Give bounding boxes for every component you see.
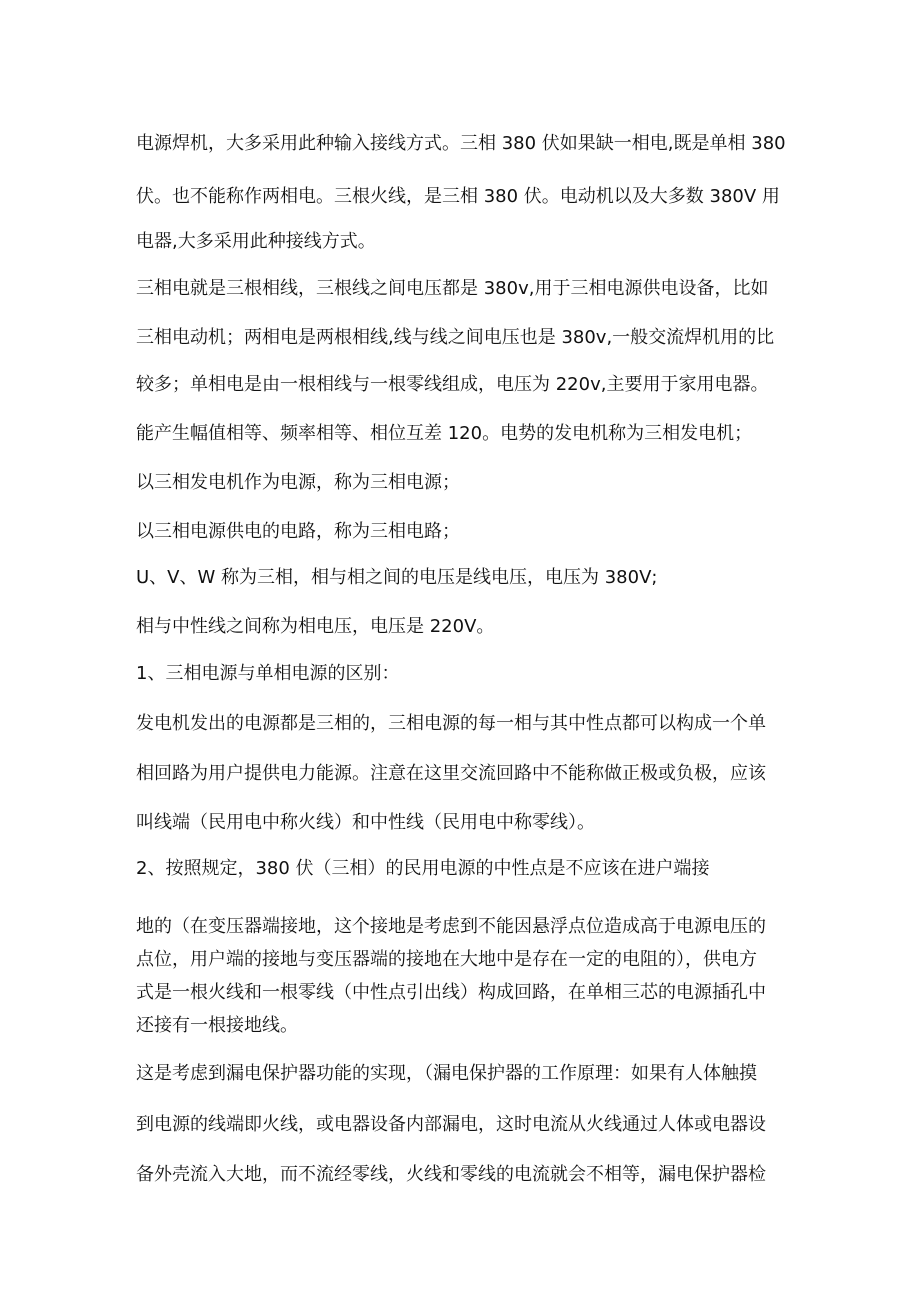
text-line: 还接有一根接地线。 xyxy=(136,1015,298,1036)
text-line: 地的（在变压器端接地，这个接地是考虑到不能因悬浮点位造成高于电源电压的 xyxy=(136,916,766,937)
text-line: 三相电动机；两相电是两根相线,线与线之间电压也是 380v,一般交流焊机用的比 xyxy=(136,327,775,348)
text-line: 到电源的线端即火线，或电器设备内部漏电，这时电流从火线通过人体或电器设 xyxy=(136,1114,766,1135)
text-line: 相回路为用户提供电力能源。注意在这里交流回路中不能称做正极或负极，应该 xyxy=(136,763,766,784)
text-line: 三相电就是三根相线，三根线之间电压都是 380v,用于三相电源供电设备，比如 xyxy=(136,278,769,299)
text-line: 以三相电源供电的电路，称为三相电路； xyxy=(136,521,460,542)
text-line: 式是一根火线和一根零线（中性点引出线）构成回路，在单相三芯的电源插孔中 xyxy=(136,982,766,1003)
text-line: 1、三相电源与单相电源的区别： xyxy=(136,663,400,684)
text-line: U、V、W 称为三相，相与相之间的电压是线电压，电压为 380V; xyxy=(136,567,658,588)
text-line: 以三相发电机作为电源，称为三相电源； xyxy=(136,472,460,493)
text-line: 相与中性线之间称为相电压，电压是 220V。 xyxy=(136,616,495,637)
text-line: 发电机发出的电源都是三相的，三相电源的每一相与其中性点都可以构成一个单 xyxy=(136,713,766,734)
text-line: 叫线端（民用电中称火线）和中性线（民用电中称零线）。 xyxy=(136,812,595,833)
text-line: 较多；单相电是由一根相线与一根零线组成，电压为 220v,主要用于家用电器。 xyxy=(136,374,769,395)
text-line: 电器,大多采用此种接线方式。 xyxy=(136,231,376,252)
text-line: 伏。也不能称作两相电。三根火线，是三相 380 伏。电动机以及大多数 380V 用 xyxy=(136,186,780,207)
text-line: 这是考虑到漏电保护器功能的实现，（漏电保护器的工作原理：如果有人体触摸 xyxy=(136,1063,757,1084)
text-line: 电源焊机，大多采用此种输入接线方式。三相 380 伏如果缺一相电,既是单相 380 xyxy=(136,133,786,154)
text-line: 点位，用户端的接地与变压器端的接地在大地中是存在一定的电阻的），供电方 xyxy=(136,949,757,970)
text-line: 2、按照规定，380 伏（三相）的民用电源的中性点是不应该在进户端接 xyxy=(136,858,710,879)
text-line: 能产生幅值相等、频率相等、相位互差 120。电势的发电机称为三相发电机； xyxy=(136,423,753,444)
text-line: 备外壳流入大地，而不流经零线，火线和零线的电流就会不相等，漏电保护器检 xyxy=(136,1164,766,1185)
